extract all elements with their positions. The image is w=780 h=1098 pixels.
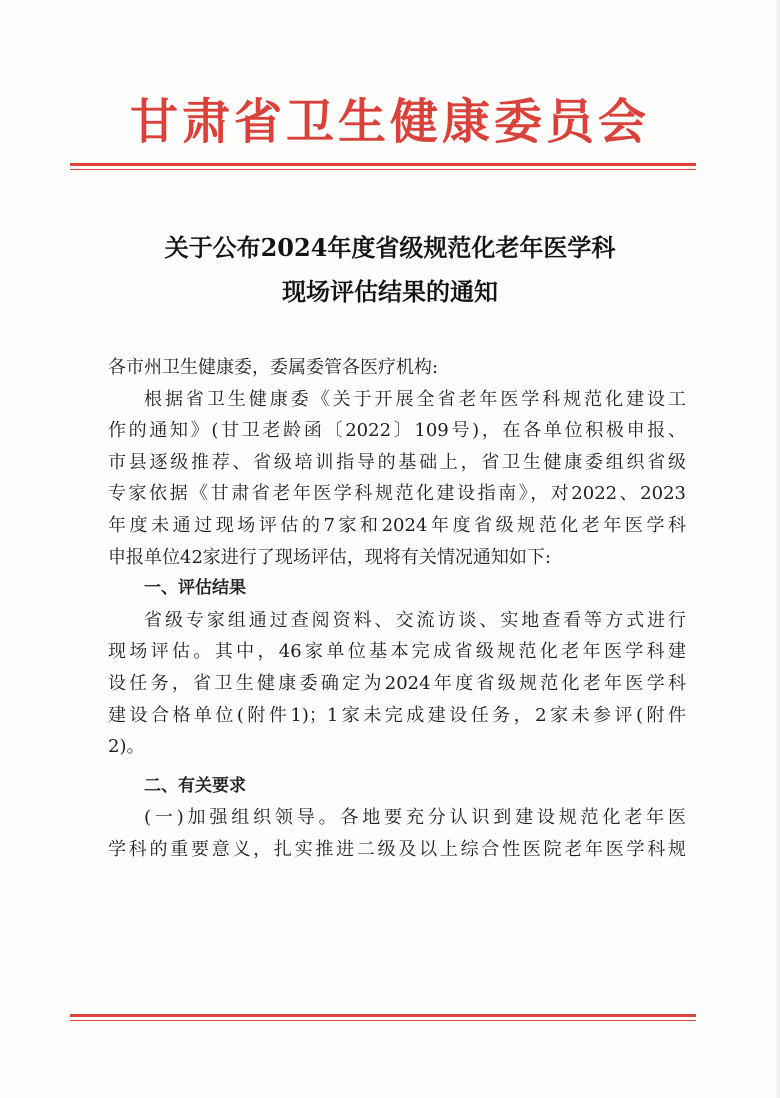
- paragraph-line: 2)。: [108, 736, 145, 758]
- addressee: 各市州卫生健康委，委属委管各医疗机构:: [108, 357, 439, 378]
- page-edge-shadow: [774, 0, 780, 1098]
- paragraph-line: 省级专家组通过查阅资料、交流访谈、实地查看等方式进行: [144, 609, 686, 631]
- letterhead-red-rule: [70, 163, 696, 166]
- paragraph-line: 根据省卫生健康委《关于开展全省老年医学科规范化建设工: [144, 388, 686, 410]
- paragraph-line: 学科的重要意义，扎实推进二级及以上综合性医院老年医学科规: [108, 838, 686, 860]
- paragraph-line: 申报单位42家进行了现场评估，现将有关情况通知如下:: [108, 546, 551, 568]
- document-title-line-2: 现场评估结果的通知: [282, 277, 498, 306]
- paragraph-line: 设任务，省卫生健康委确定为2024年度省级规范化老年医学科: [108, 672, 686, 694]
- spacer: [108, 763, 686, 771]
- paragraph-line: 专家依据《甘肃省老年医学科规范化建设指南》，对2022、2023: [108, 483, 686, 505]
- paragraph-line: 现场评估。其中，46家单位基本完成省级规范化老年医学科建: [108, 641, 686, 663]
- section-heading-evaluation-results: 一、评估结果: [144, 578, 246, 599]
- letterhead-org-name: 甘肃省卫生健康委员会: [129, 94, 650, 150]
- paragraph-line: 作的通知》(甘卫老龄函〔2022〕109号)，在各单位积极申报、: [108, 420, 686, 442]
- paragraph-line: 市县逐级推荐、省级培训指导的基础上，省卫生健康委组织省级: [108, 451, 686, 473]
- paragraph-line: (一)加强组织领导。各地要充分认识到建设规范化老年医: [144, 807, 686, 829]
- section-heading-requirements: 二、有关要求: [144, 775, 246, 796]
- footer-red-rule: [70, 1014, 696, 1017]
- paragraph-line: 建设合格单位(附件1)；1家未完成建设任务，2家未参评(附件: [108, 704, 686, 726]
- document-body: [108, 352, 686, 866]
- footer-red-rule-thin: [70, 1020, 696, 1021]
- document-title-line-1: 关于公布2024年度省级规范化老年医学科: [164, 233, 616, 262]
- letterhead-red-rule-thin: [70, 169, 696, 170]
- paragraph-line: 年度未通过现场评估的7家和2024年度省级规范化老年医学科: [108, 514, 686, 536]
- document-title: [90, 226, 690, 314]
